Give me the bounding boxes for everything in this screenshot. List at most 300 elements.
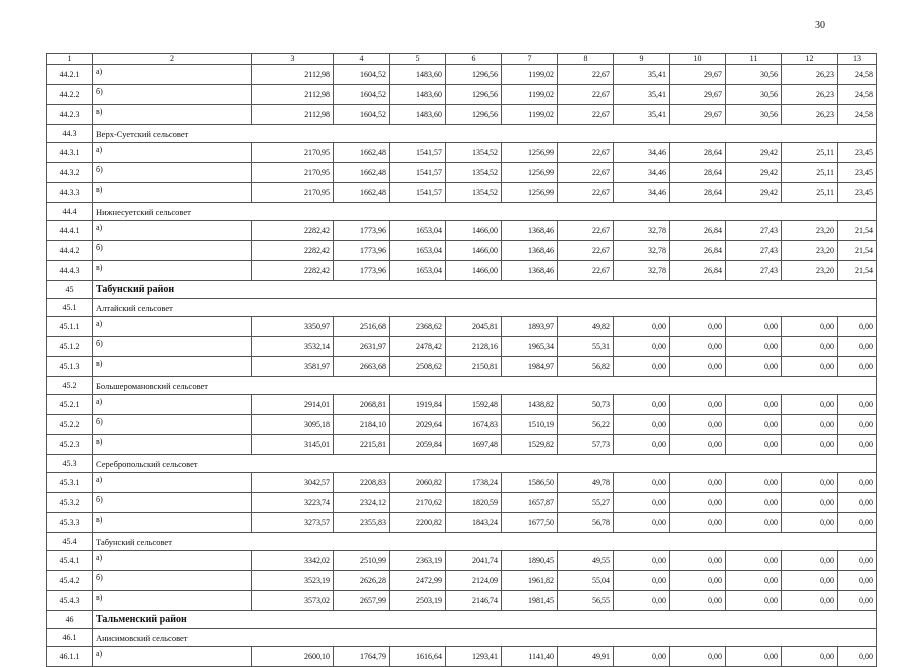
value-cell-col-13: 21,54 bbox=[838, 261, 877, 281]
value-cell-col-9: 32,78 bbox=[614, 221, 670, 241]
page-number: 30 bbox=[815, 20, 825, 31]
value-cell-col-5: 2060,82 bbox=[390, 473, 446, 493]
value-cell-col-7: 1965,34 bbox=[502, 337, 558, 357]
table-row bbox=[47, 183, 877, 203]
value-cell-col-8: 49,55 bbox=[558, 551, 614, 571]
value-cell-col-11: 0,00 bbox=[726, 647, 782, 667]
value-cell-col-3: 2112,98 bbox=[252, 65, 334, 85]
value-cell-col-5: 1483,60 bbox=[390, 85, 446, 105]
value-cell-col-4: 1662,48 bbox=[334, 143, 390, 163]
value-cell-col-9: 0,00 bbox=[614, 395, 670, 415]
table-row bbox=[47, 163, 877, 183]
row-option-label: в) bbox=[93, 591, 252, 611]
value-cell-col-3: 2282,42 bbox=[252, 241, 334, 261]
value-cell-col-13: 21,54 bbox=[838, 241, 877, 261]
value-cell-col-9: 0,00 bbox=[614, 337, 670, 357]
row-code: 45.3 bbox=[47, 455, 93, 473]
value-cell-col-12: 25,11 bbox=[782, 183, 838, 203]
value-cell-col-11: 30,56 bbox=[726, 85, 782, 105]
value-cell-col-5: 2170,62 bbox=[390, 493, 446, 513]
row-code: 44.4.2 bbox=[47, 241, 93, 261]
row-code: 45 bbox=[47, 281, 93, 299]
table-row bbox=[47, 415, 877, 435]
row-option-label: а) bbox=[93, 395, 252, 415]
district-heading-row bbox=[47, 611, 877, 629]
value-cell-col-4: 1773,96 bbox=[334, 221, 390, 241]
section-heading-row bbox=[47, 533, 877, 551]
table-body bbox=[47, 54, 877, 667]
value-cell-col-11: 30,56 bbox=[726, 65, 782, 85]
row-option-label: а) bbox=[93, 143, 252, 163]
value-cell-col-13: 0,00 bbox=[838, 493, 877, 513]
district-title: Тальменский район bbox=[93, 611, 877, 629]
value-cell-col-13: 0,00 bbox=[838, 435, 877, 455]
value-cell-col-13: 0,00 bbox=[838, 551, 877, 571]
table-row bbox=[47, 473, 877, 493]
value-cell-col-6: 1354,52 bbox=[446, 183, 502, 203]
value-cell-col-8: 22,67 bbox=[558, 65, 614, 85]
column-header-7: 7 bbox=[502, 54, 558, 65]
section-title: Алтайский сельсовет bbox=[93, 299, 877, 317]
value-cell-col-12: 0,00 bbox=[782, 395, 838, 415]
value-cell-col-8: 56,78 bbox=[558, 513, 614, 533]
value-cell-col-6: 1738,24 bbox=[446, 473, 502, 493]
value-cell-col-10: 0,00 bbox=[670, 337, 726, 357]
value-cell-col-7: 1256,99 bbox=[502, 163, 558, 183]
table-row bbox=[47, 493, 877, 513]
value-cell-col-10: 0,00 bbox=[670, 571, 726, 591]
value-cell-col-7: 1368,46 bbox=[502, 241, 558, 261]
value-cell-col-7: 1199,02 bbox=[502, 65, 558, 85]
value-cell-col-13: 24,58 bbox=[838, 85, 877, 105]
value-cell-col-13: 0,00 bbox=[838, 395, 877, 415]
value-cell-col-3: 2914,01 bbox=[252, 395, 334, 415]
row-code: 46.1 bbox=[47, 629, 93, 647]
section-title: Серебропольский сельсовет bbox=[93, 455, 877, 473]
value-cell-col-10: 0,00 bbox=[670, 551, 726, 571]
value-cell-col-3: 3342,02 bbox=[252, 551, 334, 571]
value-cell-col-7: 1368,46 bbox=[502, 261, 558, 281]
value-cell-col-6: 1843,24 bbox=[446, 513, 502, 533]
value-cell-col-8: 22,67 bbox=[558, 143, 614, 163]
value-cell-col-7: 1657,87 bbox=[502, 493, 558, 513]
row-code: 45.3.2 bbox=[47, 493, 93, 513]
row-code: 45.2.3 bbox=[47, 435, 93, 455]
value-cell-col-8: 49,91 bbox=[558, 647, 614, 667]
value-cell-col-3: 3223,74 bbox=[252, 493, 334, 513]
row-code: 44.4.3 bbox=[47, 261, 93, 281]
value-cell-col-8: 22,67 bbox=[558, 105, 614, 125]
row-option-label: б) bbox=[93, 241, 252, 261]
value-cell-col-6: 1592,48 bbox=[446, 395, 502, 415]
value-cell-col-7: 1368,46 bbox=[502, 221, 558, 241]
value-cell-col-11: 30,56 bbox=[726, 105, 782, 125]
row-code: 45.1 bbox=[47, 299, 93, 317]
value-cell-col-12: 0,00 bbox=[782, 647, 838, 667]
value-cell-col-5: 2363,19 bbox=[390, 551, 446, 571]
value-cell-col-5: 1919,84 bbox=[390, 395, 446, 415]
value-cell-col-9: 0,00 bbox=[614, 415, 670, 435]
value-cell-col-11: 0,00 bbox=[726, 551, 782, 571]
row-option-label: б) bbox=[93, 337, 252, 357]
value-cell-col-11: 27,43 bbox=[726, 241, 782, 261]
value-cell-col-7: 1199,02 bbox=[502, 105, 558, 125]
row-option-label: а) bbox=[93, 647, 252, 667]
value-cell-col-11: 29,42 bbox=[726, 143, 782, 163]
value-cell-col-8: 57,73 bbox=[558, 435, 614, 455]
value-cell-col-12: 0,00 bbox=[782, 357, 838, 377]
value-cell-col-4: 1773,96 bbox=[334, 241, 390, 261]
value-cell-col-12: 23,20 bbox=[782, 261, 838, 281]
table-row bbox=[47, 513, 877, 533]
value-cell-col-6: 1674,83 bbox=[446, 415, 502, 435]
value-cell-col-3: 3350,97 bbox=[252, 317, 334, 337]
row-code: 45.4.3 bbox=[47, 591, 93, 611]
value-cell-col-10: 0,00 bbox=[670, 591, 726, 611]
column-header-4: 4 bbox=[334, 54, 390, 65]
value-cell-col-4: 2516,68 bbox=[334, 317, 390, 337]
value-cell-col-11: 29,42 bbox=[726, 163, 782, 183]
value-cell-col-13: 23,45 bbox=[838, 183, 877, 203]
value-cell-col-3: 2112,98 bbox=[252, 85, 334, 105]
table-row bbox=[47, 647, 877, 667]
value-cell-col-11: 0,00 bbox=[726, 357, 782, 377]
section-title: Верх-Суетский сельсовет bbox=[93, 125, 877, 143]
value-cell-col-6: 1466,00 bbox=[446, 221, 502, 241]
value-cell-col-7: 1199,02 bbox=[502, 85, 558, 105]
row-code: 44.4.1 bbox=[47, 221, 93, 241]
value-cell-col-12: 0,00 bbox=[782, 551, 838, 571]
table-row bbox=[47, 337, 877, 357]
table-row bbox=[47, 571, 877, 591]
column-header-11: 11 bbox=[726, 54, 782, 65]
value-cell-col-6: 1296,56 bbox=[446, 105, 502, 125]
value-cell-col-10: 28,64 bbox=[670, 163, 726, 183]
value-cell-col-13: 21,54 bbox=[838, 221, 877, 241]
value-cell-col-4: 2663,68 bbox=[334, 357, 390, 377]
row-code: 46.1.1 bbox=[47, 647, 93, 667]
value-cell-col-4: 1773,96 bbox=[334, 261, 390, 281]
value-cell-col-3: 3573,02 bbox=[252, 591, 334, 611]
column-header-10: 10 bbox=[670, 54, 726, 65]
value-cell-col-9: 34,46 bbox=[614, 143, 670, 163]
value-cell-col-4: 1662,48 bbox=[334, 163, 390, 183]
value-cell-col-7: 1510,19 bbox=[502, 415, 558, 435]
row-option-label: в) bbox=[93, 183, 252, 203]
section-heading-row bbox=[47, 629, 877, 647]
value-cell-col-10: 0,00 bbox=[670, 357, 726, 377]
value-cell-col-3: 3145,01 bbox=[252, 435, 334, 455]
section-heading-row bbox=[47, 299, 877, 317]
value-cell-col-8: 56,22 bbox=[558, 415, 614, 435]
row-code: 44.2.1 bbox=[47, 65, 93, 85]
value-cell-col-9: 35,41 bbox=[614, 85, 670, 105]
table-row bbox=[47, 143, 877, 163]
value-cell-col-9: 0,00 bbox=[614, 317, 670, 337]
value-cell-col-10: 26,84 bbox=[670, 261, 726, 281]
value-cell-col-11: 0,00 bbox=[726, 473, 782, 493]
district-heading-row bbox=[47, 281, 877, 299]
value-cell-col-4: 2657,99 bbox=[334, 591, 390, 611]
district-title: Табунский район bbox=[93, 281, 877, 299]
value-cell-col-6: 1466,00 bbox=[446, 261, 502, 281]
table-row bbox=[47, 65, 877, 85]
value-cell-col-9: 32,78 bbox=[614, 261, 670, 281]
value-cell-col-11: 0,00 bbox=[726, 435, 782, 455]
column-header-8: 8 bbox=[558, 54, 614, 65]
value-cell-col-3: 3523,19 bbox=[252, 571, 334, 591]
row-option-label: б) bbox=[93, 415, 252, 435]
tariff-table bbox=[46, 53, 877, 667]
table-row bbox=[47, 317, 877, 337]
section-heading-row bbox=[47, 455, 877, 473]
value-cell-col-4: 2184,10 bbox=[334, 415, 390, 435]
value-cell-col-5: 1653,04 bbox=[390, 221, 446, 241]
value-cell-col-7: 1256,99 bbox=[502, 143, 558, 163]
row-option-label: а) bbox=[93, 551, 252, 571]
value-cell-col-5: 2472,99 bbox=[390, 571, 446, 591]
row-code: 45.1.2 bbox=[47, 337, 93, 357]
value-cell-col-4: 2068,81 bbox=[334, 395, 390, 415]
value-cell-col-10: 0,00 bbox=[670, 317, 726, 337]
value-cell-col-9: 0,00 bbox=[614, 357, 670, 377]
row-code: 44.3.3 bbox=[47, 183, 93, 203]
value-cell-col-6: 1293,41 bbox=[446, 647, 502, 667]
row-code: 45.3.3 bbox=[47, 513, 93, 533]
value-cell-col-3: 2170,95 bbox=[252, 163, 334, 183]
value-cell-col-11: 0,00 bbox=[726, 571, 782, 591]
column-header-9: 9 bbox=[614, 54, 670, 65]
value-cell-col-7: 1586,50 bbox=[502, 473, 558, 493]
value-cell-col-10: 0,00 bbox=[670, 493, 726, 513]
value-cell-col-11: 0,00 bbox=[726, 493, 782, 513]
value-cell-col-3: 2112,98 bbox=[252, 105, 334, 125]
value-cell-col-12: 0,00 bbox=[782, 513, 838, 533]
value-cell-col-4: 2324,12 bbox=[334, 493, 390, 513]
value-cell-col-9: 35,41 bbox=[614, 105, 670, 125]
value-cell-col-5: 2200,82 bbox=[390, 513, 446, 533]
value-cell-col-11: 0,00 bbox=[726, 591, 782, 611]
value-cell-col-12: 25,11 bbox=[782, 163, 838, 183]
row-code: 44.2.2 bbox=[47, 85, 93, 105]
value-cell-col-5: 1653,04 bbox=[390, 261, 446, 281]
value-cell-col-8: 22,67 bbox=[558, 261, 614, 281]
value-cell-col-10: 28,64 bbox=[670, 143, 726, 163]
column-header-6: 6 bbox=[446, 54, 502, 65]
value-cell-col-6: 2128,16 bbox=[446, 337, 502, 357]
row-option-label: а) bbox=[93, 317, 252, 337]
value-cell-col-12: 0,00 bbox=[782, 317, 838, 337]
value-cell-col-9: 35,41 bbox=[614, 65, 670, 85]
value-cell-col-12: 0,00 bbox=[782, 493, 838, 513]
value-cell-col-4: 2510,99 bbox=[334, 551, 390, 571]
row-option-label: б) bbox=[93, 163, 252, 183]
value-cell-col-5: 2029,64 bbox=[390, 415, 446, 435]
value-cell-col-10: 0,00 bbox=[670, 435, 726, 455]
row-option-label: а) bbox=[93, 65, 252, 85]
value-cell-col-11: 27,43 bbox=[726, 221, 782, 241]
value-cell-col-13: 0,00 bbox=[838, 647, 877, 667]
value-cell-col-5: 1616,64 bbox=[390, 647, 446, 667]
value-cell-col-5: 1541,57 bbox=[390, 143, 446, 163]
value-cell-col-8: 49,82 bbox=[558, 317, 614, 337]
row-option-label: в) bbox=[93, 513, 252, 533]
value-cell-col-7: 1981,45 bbox=[502, 591, 558, 611]
value-cell-col-8: 55,31 bbox=[558, 337, 614, 357]
value-cell-col-13: 0,00 bbox=[838, 357, 877, 377]
row-code: 45.2.1 bbox=[47, 395, 93, 415]
value-cell-col-13: 23,45 bbox=[838, 143, 877, 163]
value-cell-col-13: 24,58 bbox=[838, 65, 877, 85]
section-title: Анисимовский сельсовет bbox=[93, 629, 877, 647]
value-cell-col-12: 23,20 bbox=[782, 241, 838, 261]
value-cell-col-6: 2045,81 bbox=[446, 317, 502, 337]
value-cell-col-3: 2170,95 bbox=[252, 183, 334, 203]
value-cell-col-3: 2600,10 bbox=[252, 647, 334, 667]
value-cell-col-3: 3273,57 bbox=[252, 513, 334, 533]
value-cell-col-10: 0,00 bbox=[670, 415, 726, 435]
value-cell-col-11: 0,00 bbox=[726, 317, 782, 337]
value-cell-col-7: 1529,82 bbox=[502, 435, 558, 455]
value-cell-col-8: 55,27 bbox=[558, 493, 614, 513]
section-heading-row bbox=[47, 203, 877, 221]
value-cell-col-5: 2368,62 bbox=[390, 317, 446, 337]
value-cell-col-11: 27,43 bbox=[726, 261, 782, 281]
column-header-13: 13 bbox=[838, 54, 877, 65]
value-cell-col-9: 0,00 bbox=[614, 647, 670, 667]
row-code: 45.4.1 bbox=[47, 551, 93, 571]
section-heading-row bbox=[47, 125, 877, 143]
value-cell-col-6: 1296,56 bbox=[446, 85, 502, 105]
value-cell-col-9: 0,00 bbox=[614, 591, 670, 611]
value-cell-col-8: 50,73 bbox=[558, 395, 614, 415]
value-cell-col-6: 1697,48 bbox=[446, 435, 502, 455]
value-cell-col-8: 56,55 bbox=[558, 591, 614, 611]
value-cell-col-4: 2208,83 bbox=[334, 473, 390, 493]
value-cell-col-9: 0,00 bbox=[614, 551, 670, 571]
value-cell-col-5: 2508,62 bbox=[390, 357, 446, 377]
table-row bbox=[47, 395, 877, 415]
value-cell-col-4: 2631,97 bbox=[334, 337, 390, 357]
value-cell-col-13: 0,00 bbox=[838, 337, 877, 357]
value-cell-col-8: 49,78 bbox=[558, 473, 614, 493]
value-cell-col-5: 1483,60 bbox=[390, 105, 446, 125]
value-cell-col-6: 1466,00 bbox=[446, 241, 502, 261]
value-cell-col-10: 29,67 bbox=[670, 105, 726, 125]
value-cell-col-11: 0,00 bbox=[726, 395, 782, 415]
table-row bbox=[47, 435, 877, 455]
section-title: Нижнесуетский сельсовет bbox=[93, 203, 877, 221]
value-cell-col-7: 1890,45 bbox=[502, 551, 558, 571]
value-cell-col-4: 2355,83 bbox=[334, 513, 390, 533]
value-cell-col-3: 2170,95 bbox=[252, 143, 334, 163]
value-cell-col-3: 3532,14 bbox=[252, 337, 334, 357]
table-row bbox=[47, 241, 877, 261]
value-cell-col-5: 1653,04 bbox=[390, 241, 446, 261]
value-cell-col-13: 0,00 bbox=[838, 473, 877, 493]
value-cell-col-4: 2215,81 bbox=[334, 435, 390, 455]
row-code: 45.1.1 bbox=[47, 317, 93, 337]
row-code: 44.2.3 bbox=[47, 105, 93, 125]
row-option-label: в) bbox=[93, 357, 252, 377]
value-cell-col-10: 28,64 bbox=[670, 183, 726, 203]
column-header-1: 1 bbox=[47, 54, 93, 65]
value-cell-col-9: 34,46 bbox=[614, 163, 670, 183]
value-cell-col-7: 1961,82 bbox=[502, 571, 558, 591]
value-cell-col-6: 2146,74 bbox=[446, 591, 502, 611]
column-header-12: 12 bbox=[782, 54, 838, 65]
value-cell-col-3: 3042,57 bbox=[252, 473, 334, 493]
value-cell-col-9: 34,46 bbox=[614, 183, 670, 203]
row-code: 45.4 bbox=[47, 533, 93, 551]
value-cell-col-10: 29,67 bbox=[670, 65, 726, 85]
row-option-label: а) bbox=[93, 473, 252, 493]
value-cell-col-9: 0,00 bbox=[614, 473, 670, 493]
value-cell-col-12: 26,23 bbox=[782, 105, 838, 125]
value-cell-col-12: 0,00 bbox=[782, 473, 838, 493]
value-cell-col-4: 1764,79 bbox=[334, 647, 390, 667]
row-code: 44.3.2 bbox=[47, 163, 93, 183]
value-cell-col-11: 29,42 bbox=[726, 183, 782, 203]
value-cell-col-6: 1296,56 bbox=[446, 65, 502, 85]
value-cell-col-5: 1483,60 bbox=[390, 65, 446, 85]
value-cell-col-7: 1256,99 bbox=[502, 183, 558, 203]
row-option-label: в) bbox=[93, 435, 252, 455]
table-row bbox=[47, 105, 877, 125]
value-cell-col-12: 0,00 bbox=[782, 435, 838, 455]
value-cell-col-8: 22,67 bbox=[558, 85, 614, 105]
row-code: 45.2 bbox=[47, 377, 93, 395]
value-cell-col-10: 0,00 bbox=[670, 513, 726, 533]
value-cell-col-3: 3095,18 bbox=[252, 415, 334, 435]
column-header-3: 3 bbox=[252, 54, 334, 65]
value-cell-col-12: 26,23 bbox=[782, 65, 838, 85]
table-row bbox=[47, 551, 877, 571]
row-code: 46 bbox=[47, 611, 93, 629]
value-cell-col-5: 2503,19 bbox=[390, 591, 446, 611]
value-cell-col-10: 0,00 bbox=[670, 473, 726, 493]
row-code: 45.4.2 bbox=[47, 571, 93, 591]
value-cell-col-7: 1141,40 bbox=[502, 647, 558, 667]
value-cell-col-6: 1354,52 bbox=[446, 143, 502, 163]
value-cell-col-8: 22,67 bbox=[558, 163, 614, 183]
value-cell-col-7: 1984,97 bbox=[502, 357, 558, 377]
column-header-5: 5 bbox=[390, 54, 446, 65]
value-cell-col-12: 26,23 bbox=[782, 85, 838, 105]
value-cell-col-5: 2059,84 bbox=[390, 435, 446, 455]
column-header-2: 2 bbox=[93, 54, 252, 65]
value-cell-col-6: 2041,74 bbox=[446, 551, 502, 571]
value-cell-col-12: 23,20 bbox=[782, 221, 838, 241]
section-title: Большеромановский сельсовет bbox=[93, 377, 877, 395]
value-cell-col-4: 2626,28 bbox=[334, 571, 390, 591]
value-cell-col-4: 1662,48 bbox=[334, 183, 390, 203]
value-cell-col-11: 0,00 bbox=[726, 513, 782, 533]
value-cell-col-5: 1541,57 bbox=[390, 163, 446, 183]
value-cell-col-6: 1820,59 bbox=[446, 493, 502, 513]
value-cell-col-9: 0,00 bbox=[614, 435, 670, 455]
table-row bbox=[47, 591, 877, 611]
value-cell-col-5: 2478,42 bbox=[390, 337, 446, 357]
value-cell-col-6: 1354,52 bbox=[446, 163, 502, 183]
value-cell-col-4: 1604,52 bbox=[334, 85, 390, 105]
value-cell-col-8: 22,67 bbox=[558, 241, 614, 261]
value-cell-col-9: 0,00 bbox=[614, 513, 670, 533]
value-cell-col-13: 0,00 bbox=[838, 571, 877, 591]
value-cell-col-12: 0,00 bbox=[782, 337, 838, 357]
value-cell-col-12: 0,00 bbox=[782, 415, 838, 435]
value-cell-col-3: 2282,42 bbox=[252, 221, 334, 241]
